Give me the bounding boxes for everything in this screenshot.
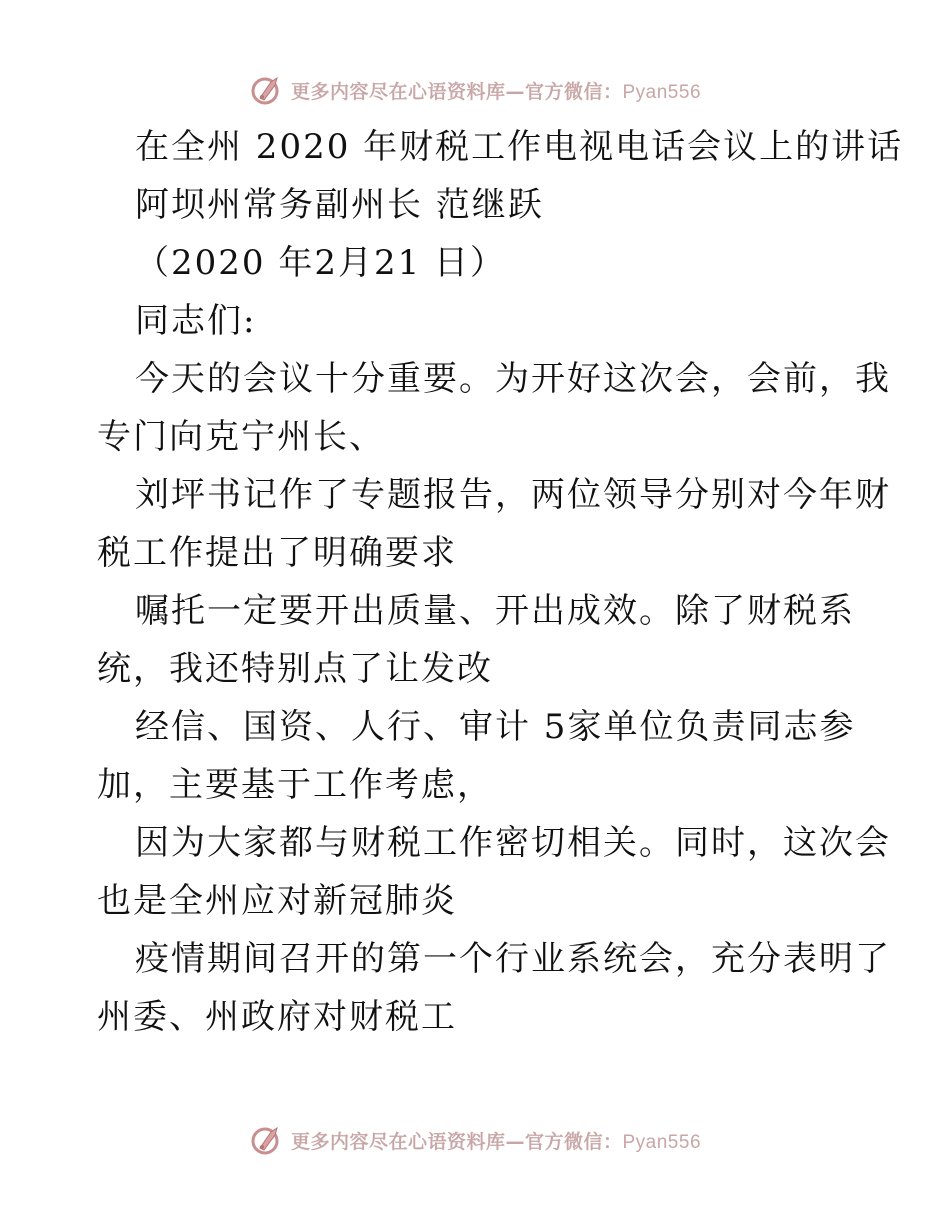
- text-line: 阿坝州常务副州长 范继跃: [135, 185, 544, 225]
- text-line: 经信、国资、人行、审计 5家单位负责同志参: [135, 707, 856, 747]
- watermark-header: [0, 70, 950, 110]
- watermark-footer: [0, 1120, 950, 1160]
- text-line: （2020 年2月21 日）: [135, 243, 507, 283]
- document-body: [97, 118, 904, 1046]
- watermark-text: 更多内容尽在心语资料库—官方微信：Pyan556: [290, 1130, 702, 1153]
- text-line: 统，我还特别点了让发改: [97, 649, 493, 689]
- text-line: 刘坪书记作了专题报告，两位领导分别对今年财: [135, 475, 891, 515]
- watermark-text: 更多内容尽在心语资料库—官方微信：Pyan556: [290, 80, 702, 103]
- text-line: 加，主要基于工作考虑，: [97, 765, 493, 805]
- text-line: 在全州 2020 年财税工作电视电话会议上的讲话: [135, 127, 904, 167]
- text-line: 州委、州政府对财税工: [97, 997, 457, 1037]
- text-line: 今天的会议十分重要。为开好这次会，会前，我: [135, 359, 891, 399]
- pen-logo-icon: [249, 1122, 285, 1158]
- text-line: 疫情期间召开的第一个行业系统会，充分表明了: [135, 939, 891, 979]
- text-line: 嘱托一定要开出质量、开出成效。除了财税系: [135, 591, 855, 631]
- pen-logo-icon: [249, 72, 285, 108]
- text-line: 专门向克宁州长、: [97, 417, 385, 457]
- text-line: 同志们:: [135, 301, 257, 341]
- text-line: 也是全州应对新冠肺炎: [97, 881, 457, 921]
- text-line: 税工作提出了明确要求: [97, 533, 457, 573]
- text-line: 因为大家都与财税工作密切相关。同时，这次会: [135, 823, 891, 863]
